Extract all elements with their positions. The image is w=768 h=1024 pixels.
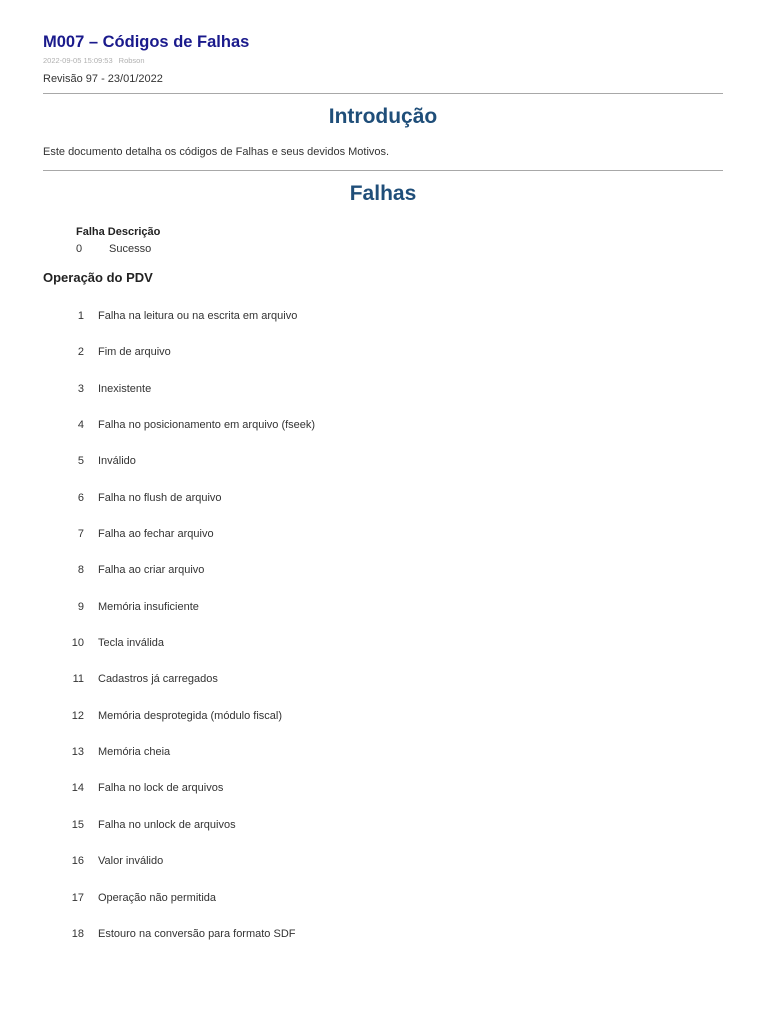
success-code: 0	[76, 243, 83, 255]
failure-description: Falha no posicionamento em arquivo (fseek)	[98, 419, 316, 432]
failure-description: Memória desprotegida (módulo fiscal)	[98, 709, 283, 722]
list-item	[43, 383, 723, 419]
failure-description: Memória insuficiente	[98, 600, 199, 613]
failure-code: 16	[71, 855, 84, 868]
list-item	[43, 564, 723, 600]
list-item	[43, 710, 723, 746]
failure-description: Falha ao criar arquivo	[98, 564, 205, 577]
list-item	[43, 782, 723, 818]
list-item	[43, 455, 723, 491]
failure-description: Inexistente	[98, 382, 152, 395]
meta-datetime: 2022-09-05 15:09:53	[43, 56, 113, 65]
divider	[43, 93, 723, 94]
meta-author: Robson	[118, 56, 145, 65]
failure-code: 8	[77, 564, 84, 577]
failure-description: Falha no unlock de arquivos	[98, 818, 236, 831]
failure-description: Inválido	[98, 455, 136, 468]
list-item	[43, 310, 723, 346]
failure-description: Cadastros já carregados	[98, 673, 218, 686]
failure-code: 18	[71, 927, 84, 940]
list-item	[43, 928, 723, 964]
failure-description: Operação não permitida	[98, 891, 217, 904]
failure-code: 7	[77, 528, 84, 541]
list-item	[43, 892, 723, 928]
failure-code: 14	[71, 782, 84, 795]
failure-code: 2	[77, 346, 84, 359]
failure-description: Tecla inválida	[98, 637, 165, 650]
failure-code: 5	[77, 455, 84, 468]
failure-code: 1	[77, 310, 84, 322]
failure-code: 15	[71, 818, 84, 831]
failure-description: Falha ao fechar arquivo	[98, 528, 214, 541]
failure-code: 12	[71, 709, 84, 722]
revision-info: Revisão 97 - 23/01/2022	[43, 73, 163, 85]
failure-code: 10	[71, 637, 84, 650]
failure-code-list	[43, 310, 723, 964]
failure-description: Fim de arquivo	[98, 346, 171, 359]
failure-description: Estouro na conversão para formato SDF	[98, 927, 296, 940]
failure-code: 17	[71, 891, 84, 904]
list-item	[43, 855, 723, 891]
table-header: Falha Descrição	[76, 226, 161, 238]
list-item	[43, 819, 723, 855]
intro-text: Este documento detalha os códigos de Falhas e seus devidos Motivos.	[43, 146, 390, 158]
list-item	[43, 637, 723, 673]
failure-code: 11	[72, 673, 84, 686]
failure-description: Memória cheia	[98, 746, 171, 759]
success-description: Sucesso	[109, 243, 152, 255]
intro-heading: Introdução	[328, 105, 438, 128]
list-item	[43, 601, 723, 637]
failure-description: Falha no lock de arquivos	[98, 782, 224, 795]
failure-description: Falha na leitura ou na escrita em arquivo	[98, 310, 298, 322]
document-meta	[43, 56, 145, 65]
failure-code: 6	[77, 491, 84, 504]
failure-code: 9	[77, 600, 84, 613]
failure-code: 13	[71, 746, 84, 759]
list-item	[43, 746, 723, 782]
failure-description: Falha no flush de arquivo	[98, 491, 222, 504]
document-title: M007 – Códigos de Falhas	[43, 33, 250, 51]
failure-code: 3	[77, 382, 84, 395]
list-item	[43, 673, 723, 709]
list-item	[43, 419, 723, 455]
subsection-heading: Operação do PDV	[43, 270, 153, 285]
failure-code: 4	[77, 419, 84, 432]
failure-description: Valor inválido	[98, 855, 164, 868]
list-item	[43, 492, 723, 528]
falhas-heading: Falhas	[349, 182, 417, 205]
list-item	[43, 528, 723, 564]
divider	[43, 170, 723, 171]
list-item	[43, 346, 723, 382]
